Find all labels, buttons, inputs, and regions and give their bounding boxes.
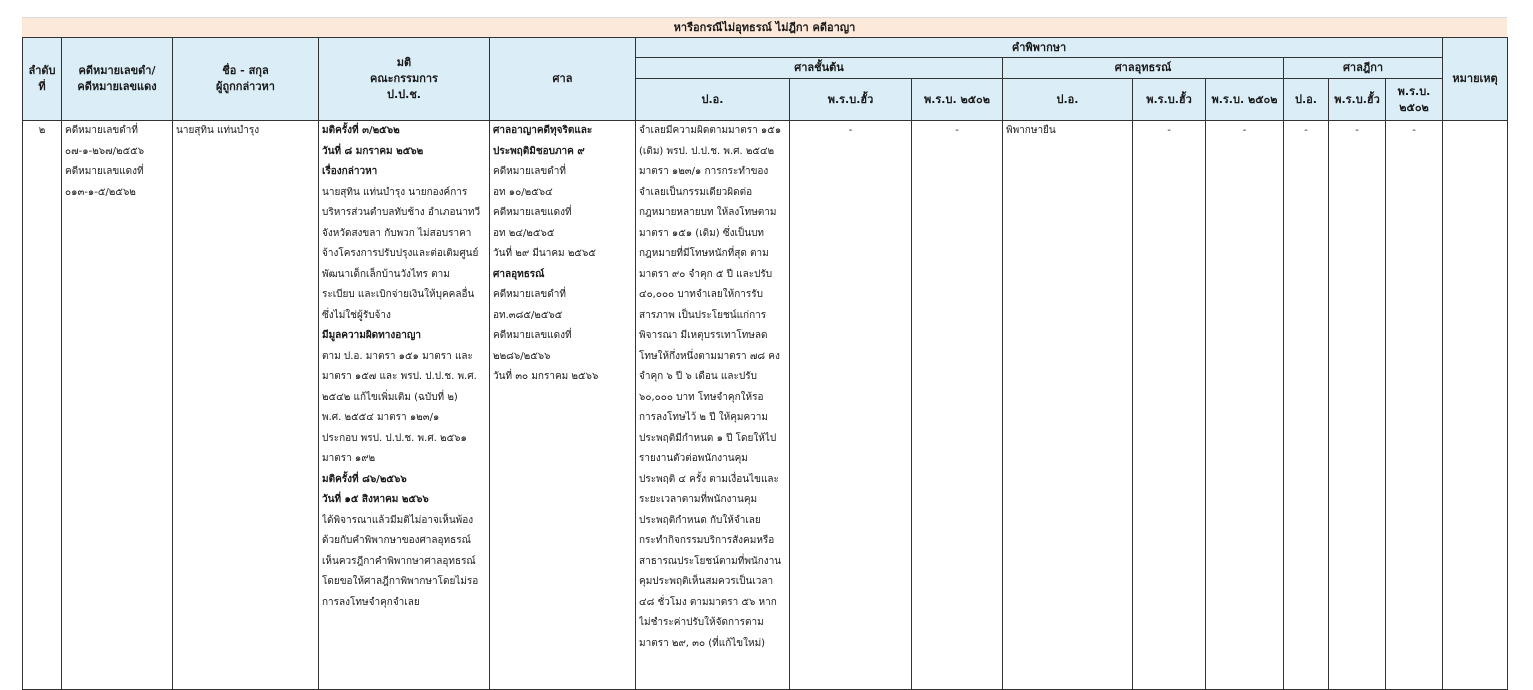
- resolution-line: วันที่ ๑๕ สิงหาคม ๒๕๖๖: [322, 494, 429, 505]
- court-line: ประพฤติมิชอบภาค ๙: [493, 145, 585, 157]
- resolution-line: จ้างโครงการปรับปรุงและต่อเติมศูนย์: [322, 248, 479, 259]
- header-case-no-line: คดีหมายเลขดำ/: [78, 64, 156, 77]
- judgment-line: กฎหมายที่มีโทษหนักที่สุด ตาม: [639, 248, 769, 259]
- cell-court: [490, 121, 636, 690]
- court-line: วันที่ ๒๙ มีนาคม ๒๕๖๕: [493, 248, 596, 259]
- judgment-line: ประพฤติมีกำหนด ๑ ปี โดยให้ไป: [639, 432, 777, 444]
- judgment-line: มาตรา ๒๙, ๓๐ (ที่แก้ไขใหม่): [639, 637, 766, 649]
- judgment-line: ประพฤติ ๔ ครั้ง ตามเงื่อนไขและ: [639, 473, 779, 485]
- cell-case-no-line: ๐๗-๑-๒๖๗/๒๕๕๖: [65, 145, 145, 157]
- judgment-line: กระทำกิจกรรมบริการสังคมหรือ: [639, 535, 775, 546]
- court-line: วันที่ ๓๐ มกราคม ๒๕๖๖: [493, 371, 599, 382]
- resolution-line: นายสุทิน แท่นบำรุง นายกองค์การ: [322, 186, 468, 198]
- resolution-line: มติครั้งที่ ๘๖/๒๕๖๖: [322, 473, 407, 485]
- resolution-line: เรื่องกล่าวหา: [322, 166, 378, 177]
- cell-appeal-po: พิพากษายืน: [1003, 121, 1133, 690]
- resolution-line: วันที่ ๘ มกราคม ๒๕๖๒: [322, 145, 424, 157]
- case-table: [22, 37, 1508, 690]
- court-line: อท.๓๘๕/๒๕๖๕: [493, 309, 563, 321]
- judgment-line: คุมประพฤติเห็นสมควรเป็นเวลา: [639, 576, 774, 587]
- court-line: ๒๒๘๖/๒๕๖๖: [493, 350, 551, 362]
- cell-case-no: [62, 121, 173, 690]
- header-seq-line: ลำดับ: [28, 64, 56, 77]
- header-supreme-po: ป.อ.: [1284, 79, 1329, 121]
- header-appeal-prb-2502: พ.ร.บ. ๒๕๐๒: [1206, 79, 1284, 121]
- judgment-line: ระยะเวลาตามที่พนักงานคุม: [639, 494, 758, 505]
- judgment-line: รายงานตัวต่อพนักงานคุม: [639, 453, 748, 464]
- cell-case-no-line: ๐๑๓-๑-๕/๒๕๖๒: [65, 186, 136, 198]
- court-line: อท ๒๔/๒๕๖๕: [493, 227, 555, 239]
- header-supreme-prb-hua: พ.ร.บ.ฮั้ว: [1329, 79, 1386, 121]
- header-first-prb-hua: พ.ร.บ.ฮั้ว: [790, 79, 912, 121]
- judgment-line: (เดิม) พรป. ป.ป.ช. พ.ศ. ๒๕๔๒: [639, 145, 775, 157]
- cell-seq: ๒: [23, 121, 62, 690]
- header-supreme-prb-2502: [1386, 79, 1443, 121]
- header-seq: [23, 38, 62, 121]
- judgment-line: สาธารณประโยชน์ตามที่พนักงาน: [639, 555, 782, 567]
- table-row: [23, 121, 1508, 690]
- judgment-line: มาตรา ๙๐ จำคุก ๕ ปี และปรับ: [639, 268, 773, 280]
- resolution-line: พัฒนาเด็กเล็กบ้านวังไทร ตาม: [322, 268, 450, 280]
- resolution-line: มติครั้งที่ ๓/๒๕๖๒: [322, 125, 400, 136]
- header-resolution-line: คณะกรรมการ: [370, 72, 438, 85]
- resolution-line: ด้วยกับคำพิพากษาของศาลอุทธรณ์: [322, 535, 471, 546]
- judgment-line: สารภาพ เป็นประโยชน์แก่การ: [639, 309, 767, 321]
- cell-appeal-prb-2502: -: [1206, 121, 1284, 690]
- judgment-line: พิจารณา มีเหตุบรรเทาโทษลด: [639, 330, 768, 341]
- resolution-line: มีมูลความผิดทางอาญา: [322, 330, 422, 341]
- court-line: คดีหมายเลขแดงที่: [493, 330, 572, 341]
- header-case-no-line: คดีหมายเลขแดง: [77, 80, 157, 93]
- cell-first-po: [636, 121, 790, 690]
- header-name-line: ชื่อ - สกุล: [222, 64, 269, 77]
- judgment-line: ๔๘ ชั่วโมง ตามมาตรา ๕๖ หาก: [639, 596, 777, 608]
- header-resolution-line: มติ: [396, 56, 412, 69]
- cell-appeal-prb-hua: -: [1133, 121, 1206, 690]
- header-appeal-po: ป.อ.: [1003, 79, 1133, 121]
- cell-supreme-po: -: [1284, 121, 1329, 690]
- cell-first-prb-2502: -: [912, 121, 1003, 690]
- header-resolution: [319, 38, 490, 121]
- resolution-line: จังหวัดสงขลา กับพวก ไม่สอบราคา: [322, 227, 472, 239]
- judgment-line: ประพฤติกำหนด กับให้จำเลย: [639, 514, 761, 526]
- header-court-appeal: ศาลอุทธรณ์: [1003, 58, 1284, 79]
- header-court-first: ศาลชั้นต้น: [636, 58, 1003, 79]
- cell-remark: [1443, 121, 1508, 690]
- judgment-line: จำคุก ๖ ปี ๖ เดือน และปรับ: [639, 371, 757, 382]
- report-title: หารือกรณีไม่อุทธรณ์ ไม่ฎีกา คดีอาญา: [22, 17, 1507, 37]
- judgment-line: การลงโทษไว้ ๒ ปี ให้คุมความ: [639, 412, 768, 423]
- cell-case-no-line: คดีหมายเลขแดงที่: [65, 166, 144, 177]
- judgment-line: ๖๐,๐๐๐ บาท โทษจำคุกให้รอ: [639, 391, 764, 403]
- resolution-line: ระเบียบ และเบิกจ่ายเงินให้บุคคลอื่น: [322, 289, 475, 300]
- resolution-line: ซึ่งไม่ใช่ผู้รับจ้าง: [322, 309, 391, 321]
- header-resolution-line: ป.ป.ช.: [387, 88, 421, 101]
- judgment-line: จำเลยเป็นกรรมเดียวผิดต่อ: [639, 186, 753, 198]
- judgment-line: มาตรา ๑๒๓/๑ การกระทำของ: [639, 166, 769, 177]
- resolution-line: การลงโทษจำคุกจำเลย: [322, 596, 420, 608]
- cell-first-prb-hua: -: [790, 121, 912, 690]
- resolution-line: มาตรา ๑๙๒: [322, 453, 376, 464]
- resolution-line: บริหารส่วนตำบลทับช้าง อำเภอนาทวี: [322, 207, 481, 218]
- header-first-po: ป.อ.: [636, 79, 790, 121]
- header-supreme-prb-line: พ.ร.บ.: [1397, 84, 1431, 98]
- resolution-line: มาตรา ๑๕๗ และ พรป. ป.ป.ช. พ.ศ.: [322, 371, 477, 382]
- header-supreme-prb-line: ๒๕๐๒: [1399, 100, 1429, 114]
- court-line: คดีหมายเลขดำที่: [493, 289, 566, 300]
- cell-supreme-prb-hua: -: [1329, 121, 1386, 690]
- header-court: ศาล: [490, 38, 636, 121]
- cell-accused-name: นายสุทิน แท่นบำรุง: [173, 121, 319, 690]
- court-line: ศาลอุทธรณ์: [493, 268, 545, 280]
- resolution-line: พ.ศ. ๒๕๕๔ มาตรา ๑๒๓/๑: [322, 412, 440, 423]
- header-name-line: ผู้ถูกกล่าวหา: [216, 80, 275, 93]
- cell-resolution: [319, 121, 490, 690]
- header-court-supreme: ศาลฎีกา: [1284, 58, 1443, 79]
- judgment-line: จำเลยมีความผิดตามมาตรา ๑๕๑: [639, 125, 782, 136]
- resolution-line: เห็นควรฎีกาคำพิพากษาศาลอุทธรณ์: [322, 555, 476, 567]
- header-seq-line: ที่: [38, 80, 46, 93]
- judgment-line: ไม่ชำระค่าปรับให้จัดการตาม: [639, 617, 764, 628]
- cell-case-no-line: คดีหมายเลขดำที่: [65, 125, 138, 136]
- court-line: คดีหมายเลขแดงที่: [493, 207, 572, 218]
- header-case-no: [62, 38, 173, 121]
- court-line: ศาลอาญาคดีทุจริตและ: [493, 125, 593, 136]
- judgment-line: ๔๐,๐๐๐ บาทจำเลยให้การรับ: [639, 289, 764, 300]
- header-first-prb-2502: พ.ร.บ. ๒๕๐๒: [912, 79, 1003, 121]
- resolution-line: ได้พิจารณาแล้วมีมติไม่อาจเห็นพ้อง: [322, 514, 474, 526]
- header-judgment: คำพิพากษา: [636, 38, 1443, 58]
- judgment-line: โทษให้กึ่งหนึ่งตามมาตรา ๗๘ คง: [639, 350, 780, 362]
- court-line: คดีหมายเลขดำที่: [493, 166, 566, 177]
- judgment-line: มาตรา ๑๕๑ (เดิม) ซึ่งเป็นบท: [639, 227, 765, 239]
- resolution-line: โดยขอให้ศาลฎีกาพิพากษาโดยไม่รอ: [322, 576, 479, 587]
- court-line: อท ๑๐/๒๕๖๔: [493, 186, 553, 198]
- resolution-line: ประกอบ พรป. ป.ป.ช. พ.ศ. ๒๕๖๑: [322, 432, 467, 444]
- header-appeal-prb-hua: พ.ร.บ.ฮั้ว: [1133, 79, 1206, 121]
- resolution-line: ๒๕๔๒ แก้ไขเพิ่มเติม (ฉบับที่ ๒): [322, 391, 458, 403]
- resolution-line: ตาม ป.อ. มาตรา ๑๕๑ มาตรา และ: [322, 350, 473, 362]
- header-name: [173, 38, 319, 121]
- header-remark: หมายเหตุ: [1443, 38, 1508, 121]
- cell-supreme-prb-2502: -: [1386, 121, 1443, 690]
- judgment-line: กฎหมายหลายบท ให้ลงโทษตาม: [639, 207, 777, 218]
